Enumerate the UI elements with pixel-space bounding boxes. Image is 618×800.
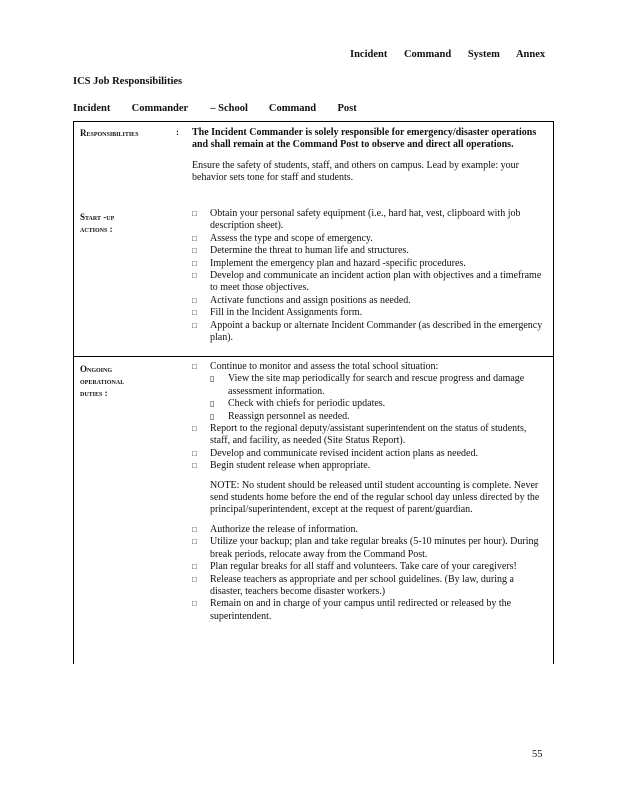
list-item: □ Authorize the release of information.: [192, 524, 544, 536]
ongoing-label-line3: duties :: [80, 388, 108, 398]
ongoing-duties: [192, 361, 544, 623]
list-item: □ Develop and communicate revised incident action plans as needed.: [192, 448, 544, 460]
sub-list-item: ▯ Reassign personnel as needed.: [192, 411, 544, 423]
list-item: □ Fill in the Incident Assignments form.: [192, 307, 544, 319]
role-word-3: – School: [210, 103, 248, 114]
sub-list-item: ▯ Check with chiefs for periodic updates.: [192, 398, 544, 410]
responsibilities-text: Ensure the safety of students, staff, and others on campus. Lead by example: your behavior sets tone for staff and students.: [192, 159, 519, 184]
role-word-5: Post: [337, 103, 357, 114]
list-item: □ Begin student release when appropriate.: [192, 460, 544, 472]
list-item: □ Plan regular breaks for all staff and volunteers. Take care of your caregivers!: [192, 561, 544, 573]
list-item: [192, 361, 544, 373]
list-item: □ Assess the type and scope of emergency.: [192, 233, 544, 245]
list-item: □ Determine the threat to human life and structures.: [192, 245, 544, 257]
ongoing-label-line2: operational: [80, 376, 125, 386]
list-item: □ Develop and communicate an incident action plan with objectives and a timeframe to meet those objectives.: [192, 270, 544, 295]
list-item-text: Continue to monitor and assess the total school situation:: [210, 361, 439, 372]
ongoing-label: [80, 363, 124, 399]
responsibilities-content: [192, 127, 544, 185]
role-word-4: Command: [268, 103, 317, 114]
list-item: □ Report to the regional deputy/assistant superintendent on the status of students, staff, and facility, as needed (Site Status Report).: [192, 423, 544, 448]
list-item: □ Appoint a backup or alternate Incident Commander (as described in the emergency plan).: [192, 320, 544, 345]
release-note: NOTE: No student should be released until student accounting is complete. Never send students home before the end of the regular school day unless directed by the principal/superintendent, except at the request of parent/guardian.: [210, 479, 540, 516]
list-item: □ Obtain your personal safety equipment (i.e., hard hat, vest, clipboard with job description sheet).: [192, 208, 544, 233]
list-item: □ Implement the emergency plan and hazard -specific procedures.: [192, 258, 544, 270]
responsibilities-label: Responsibilities: [80, 128, 139, 138]
sub-list-item: ▯ View the site map periodically for search and rescue progress and damage assessment information.: [192, 373, 544, 398]
table-divider: [73, 356, 554, 357]
ongoing-label-line1: Ongoing: [80, 364, 113, 374]
responsibilities-colon: :: [176, 127, 179, 137]
role-word-2: Commander: [131, 103, 189, 114]
section-title: ICS Job Responsibilities: [73, 76, 183, 87]
startup-label: [80, 211, 114, 235]
page-number: 55: [532, 749, 543, 760]
startup-label-line2: actions :: [80, 224, 113, 234]
startup-label-line1: Start -up: [80, 212, 115, 222]
annex-header: Incident Command System Annex: [350, 49, 546, 60]
list-item: □ Utilize your backup; plan and take regular breaks (5-10 minutes per hour). During break periods, relocate away from the Command Post.: [192, 536, 544, 561]
list-item: □ Release teachers as appropriate and per school guidelines. (By law, during a disaster, teachers become disaster workers.): [192, 574, 544, 599]
list-item: □ Remain on and in charge of your campus until redirected or released by the superintendent.: [192, 598, 544, 623]
role-word-1: Incident: [73, 103, 111, 114]
responsibilities-lead: The Incident Commander is solely responsible for emergency/disaster operations and shall remain at the Command Post to observe and direct all operations.: [192, 127, 537, 151]
startup-actions: [192, 208, 544, 344]
role-title: [73, 103, 357, 114]
list-item: □ Activate functions and assign positions as needed.: [192, 295, 544, 307]
